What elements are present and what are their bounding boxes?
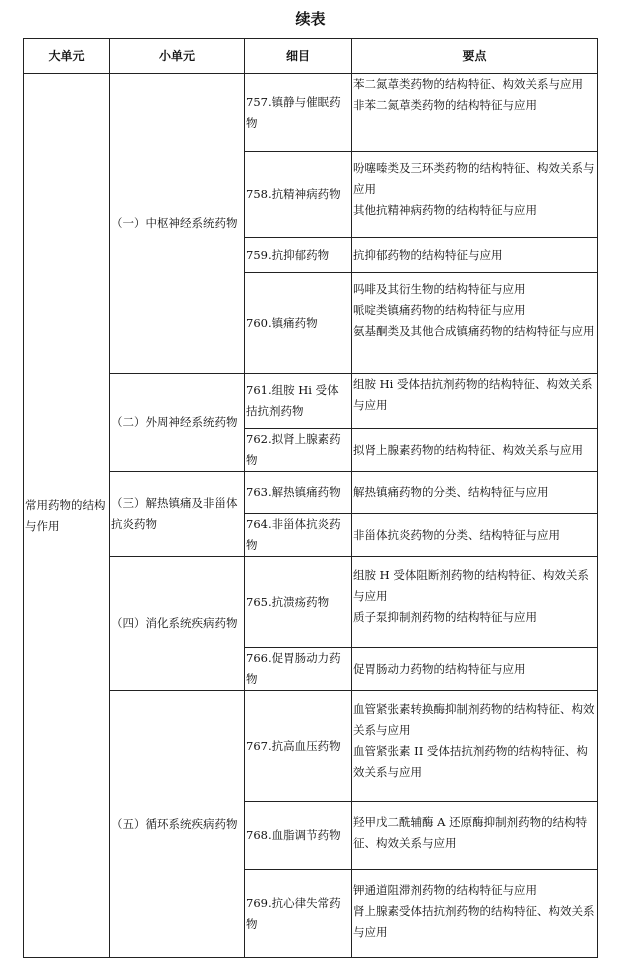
point-text: 质子泵抑制剂药物的结构特征与应用 xyxy=(353,610,537,624)
item-cell: 765.抗溃疡药物 xyxy=(245,557,352,648)
point-text: 氨基酮类及其他合成镇痛药物的结构特征与应用 xyxy=(353,324,595,338)
table-row xyxy=(24,374,598,429)
points-cell xyxy=(352,74,598,152)
header-item: 细目 xyxy=(245,39,352,74)
points-cell xyxy=(352,802,598,870)
item-cell: 760.镇痛药物 xyxy=(245,273,352,374)
item-cell: 763.解热镇痛药物 xyxy=(245,472,352,514)
points-cell xyxy=(352,472,598,514)
header-major-unit: 大单元 xyxy=(24,39,110,74)
sub-unit-cell: （二）外周神经系统药物 xyxy=(110,374,245,472)
table-row xyxy=(24,691,598,802)
points-cell xyxy=(352,514,598,557)
points-cell xyxy=(352,273,598,374)
item-cell: 768.血脂调节药物 xyxy=(245,802,352,870)
item-cell: 758.抗精神病药物 xyxy=(245,152,352,238)
item-cell: 769.抗心律失常药物 xyxy=(245,870,352,958)
point-text: 肾上腺素受体拮抗剂药物的结构特征、构效关系与应用 xyxy=(353,904,595,939)
point-text: 抗抑郁药物的结构特征与应用 xyxy=(353,247,503,262)
header-sub-unit: 小单元 xyxy=(110,39,245,74)
major-unit-cell: 常用药物的结构与作用 xyxy=(24,74,110,958)
sub-unit-cell: （一）中枢神经系统药物 xyxy=(110,74,245,374)
point-text: 非甾体抗炎药物的分类、结构特征与应用 xyxy=(353,527,560,542)
table-row xyxy=(24,472,598,514)
points-cell xyxy=(352,648,598,691)
item-cell: 762.拟肾上腺素药物 xyxy=(245,429,352,472)
point-text: 羟甲戊二酰辅酶 A 还原酶抑制剂药物的结构特征、构效关系与应用 xyxy=(353,815,588,850)
syllabus-table xyxy=(23,38,598,958)
sub-unit-cell: （四）消化系统疾病药物 xyxy=(110,557,245,691)
point-text: 解热镇痛药物的分类、结构特征与应用 xyxy=(353,485,549,499)
point-text: 拟肾上腺素药物的结构特征、构效关系与应用 xyxy=(353,442,583,457)
points-cell xyxy=(352,691,598,802)
item-cell: 764.非甾体抗炎药物 xyxy=(245,514,352,557)
table-row xyxy=(24,74,598,152)
item-cell: 759.抗抑郁药物 xyxy=(245,238,352,273)
item-cell: 767.抗高血压药物 xyxy=(245,691,352,802)
point-text: 非苯二氮䓬类药物的结构特征与应用 xyxy=(353,98,537,112)
page-title: 续表 xyxy=(295,10,326,28)
item-cell: 757.镇静与催眠药物 xyxy=(245,74,352,152)
point-text: 血管紧张素 II 受体拮抗剂药物的结构特征、构效关系与应用 xyxy=(353,744,588,779)
header-row xyxy=(24,39,598,74)
points-cell xyxy=(352,870,598,958)
sub-unit-cell: （三）解热镇痛及非甾体抗炎药物 xyxy=(110,472,245,557)
sub-unit-cell: （五）循环系统疾病药物 xyxy=(110,691,245,958)
points-cell xyxy=(352,238,598,273)
point-text: 苯二氮䓬类药物的结构特征、构效关系与应用 xyxy=(353,77,583,91)
point-text: 哌啶类镇痛药物的结构特征与应用 xyxy=(353,303,526,317)
header-points: 要点 xyxy=(352,39,598,74)
points-cell xyxy=(352,557,598,648)
point-text: 其他抗精神病药物的结构特征与应用 xyxy=(353,203,537,217)
points-cell xyxy=(352,429,598,472)
item-cell: 761.组胺 Hi 受体拮抗剂药物 xyxy=(245,374,352,429)
point-text: 吗啡及其衍生物的结构特征与应用 xyxy=(353,282,526,296)
point-text: 组胺 H 受体阻断剂药物的结构特征、构效关系与应用 xyxy=(353,568,589,603)
points-cell xyxy=(352,152,598,238)
points-cell xyxy=(352,374,598,429)
point-text: 血管紧张素转换酶抑制剂药物的结构特征、构效关系与应用 xyxy=(353,702,595,737)
item-cell: 766.促胃肠动力药物 xyxy=(245,648,352,691)
point-text: 吩噻嗪类及三环类药物的结构特征、构效关系与应用 xyxy=(353,161,595,196)
table-row xyxy=(24,557,598,648)
point-text: 组胺 Hi 受体拮抗剂药物的结构特征、构效关系与应用 xyxy=(353,377,593,412)
point-text: 促胃肠动力药物的结构特征与应用 xyxy=(353,661,526,676)
point-text: 钾通道阻滞剂药物的结构特征与应用 xyxy=(353,883,537,897)
